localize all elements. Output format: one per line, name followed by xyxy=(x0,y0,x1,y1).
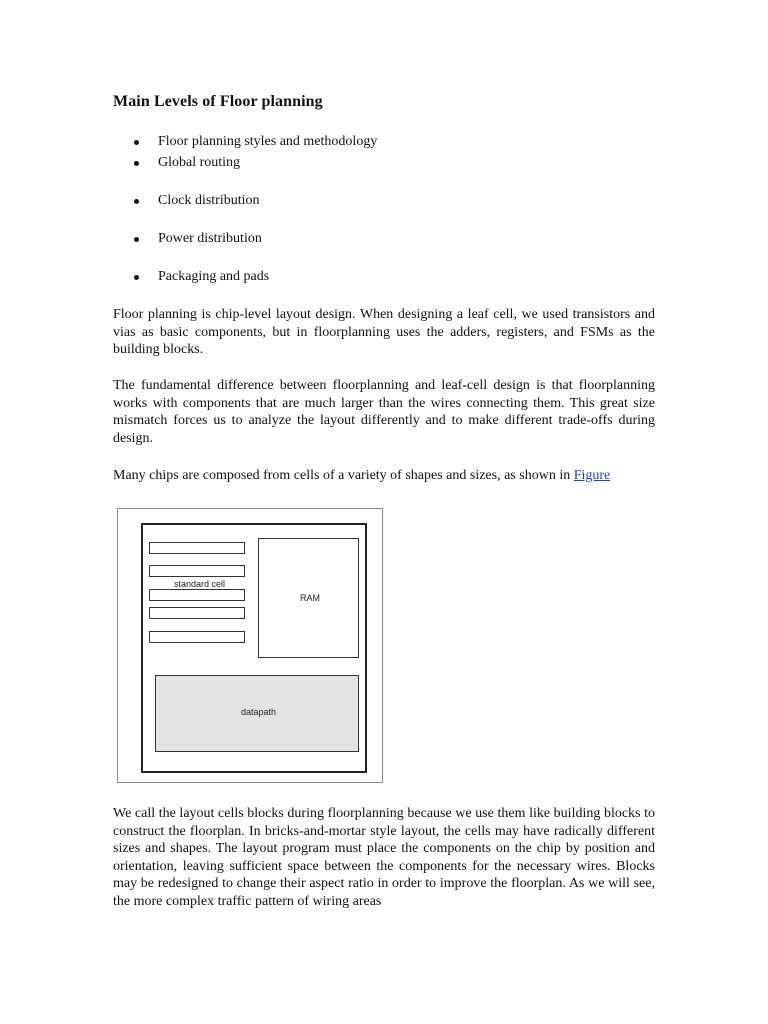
bullet-icon xyxy=(134,161,139,166)
figure-link[interactable]: Figure xyxy=(573,468,611,483)
standard-cell-row xyxy=(149,607,245,619)
paragraph-layout-blocks: We call the layout cells blocks during floorplanning because we use them like building blocks to construct the floorplan. In bricks-and-mortar style layout, the cells may have radically different sizes and shapes. The layout program must place the components on the chip by position and orientation, leaving sufficient space between the components for the necessary wires. Blocks may be redesigned to change their aspect ratio in order to improve the floorplan. As we will see, the more complex traffic pattern of wiring areas xyxy=(113,806,655,909)
ram-block xyxy=(258,538,359,658)
paragraph-floorplanning-definition: Floor planning is chip-level layout design. When designing a leaf cell, we used transistors and vias as basic components, but in floorplanning uses the adders, registers, and FSMs as the building blocks. xyxy=(113,307,655,358)
list-item: Clock distribution xyxy=(158,192,260,210)
standard-cell-row xyxy=(149,565,245,577)
standard-cell-row xyxy=(149,589,245,601)
datapath-block xyxy=(155,675,359,752)
standard-cell-label: standard cell xyxy=(174,579,226,589)
datapath-label: datapath xyxy=(241,707,277,717)
list-item: Power distribution xyxy=(158,230,262,248)
list-item: Global routing xyxy=(158,154,240,172)
list-item: Floor planning styles and methodology xyxy=(158,133,377,151)
bullet-icon xyxy=(134,237,139,242)
bullet-icon xyxy=(134,275,139,280)
ram-label: RAM xyxy=(300,593,320,603)
standard-cell-row xyxy=(149,542,245,554)
standard-cell-row xyxy=(149,631,245,643)
list-item: Packaging and pads xyxy=(158,268,269,286)
section-heading: Main Levels of Floor planning xyxy=(113,93,323,110)
chip-outline xyxy=(141,523,367,773)
bullet-icon xyxy=(134,199,139,204)
paragraph-chip-composition: Many chips are composed from cells of a variety of shapes and sizes, as shown in Figure xyxy=(113,468,611,483)
paragraph-fundamental-difference: The fundamental difference between floorplanning and leaf-cell design is that floorplanning works with components that are much larger than the wires connecting them. This great size mismatch forces us to analyze the layout differently and to make different trade-offs during design. xyxy=(113,378,655,446)
floorplan-figure xyxy=(117,508,383,783)
bullet-icon xyxy=(134,140,139,145)
